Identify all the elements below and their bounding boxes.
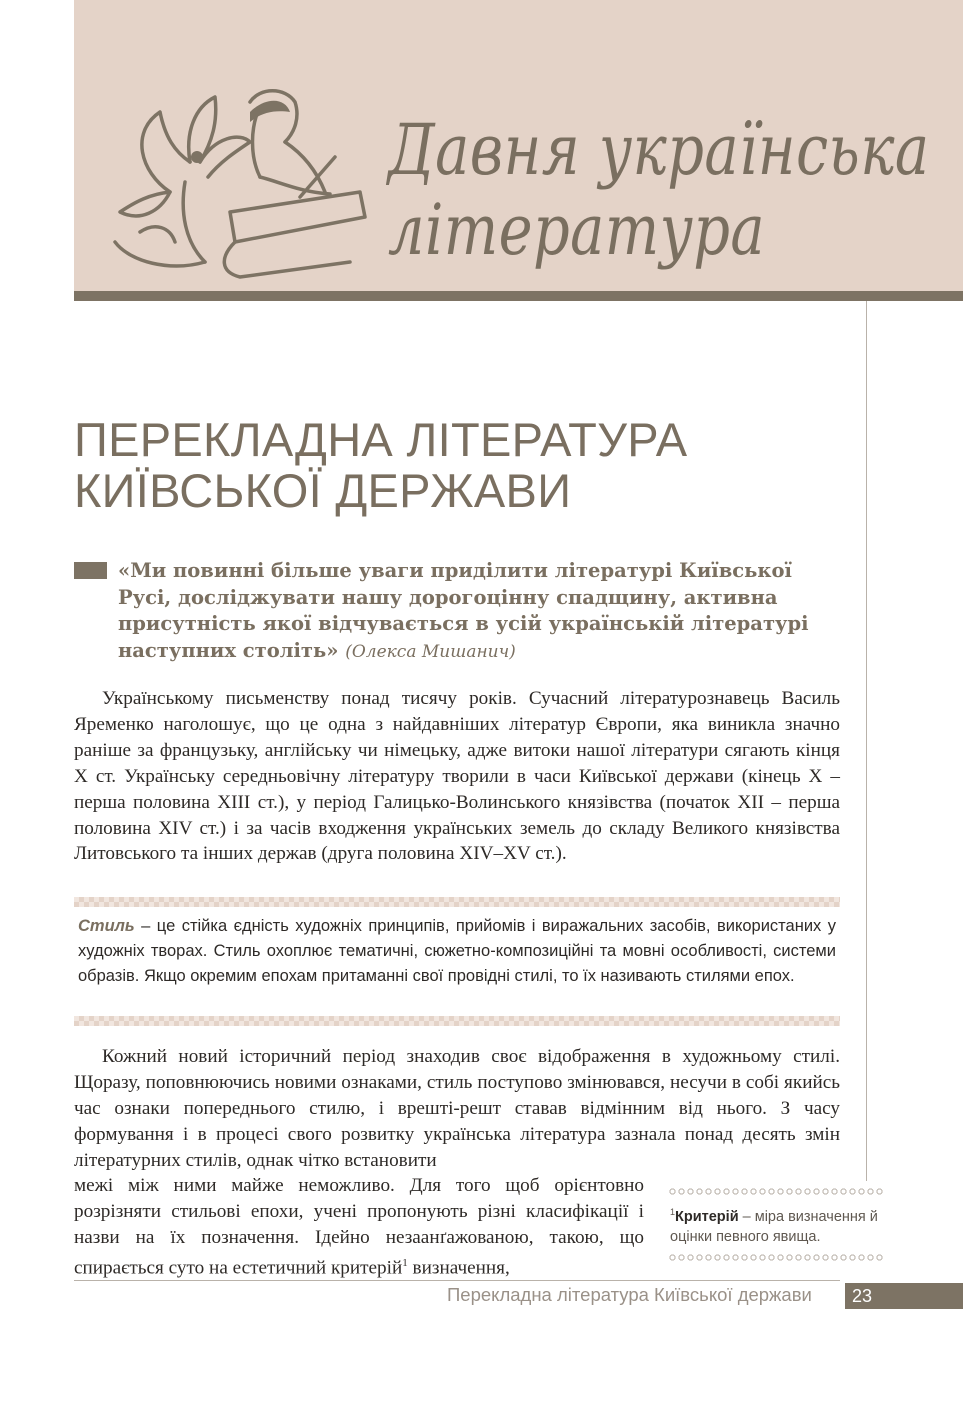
epigraph-text: «Ми повинні більше уваги приділити літературі Київської Русі, досліджувати нашу дорогоцінну спадщину, активна присутність якої відчувається в усій українській літературі наступних століть»: [118, 559, 809, 662]
section-title: [388, 110, 930, 270]
epigraph-marker: [74, 562, 107, 579]
footnote-border-bottom: [668, 1253, 883, 1262]
definition-box: [78, 914, 836, 989]
paragraph-text: Українському письменству понад тисячу років. Сучасний літературознавець Василь Яременко наголошує, що це одна з найдавніших літератур Європи, яка виникла значно раніше за французьку, англійську чи німецьку, адже витоки нашої літератури сягають кінця X ст. Українську середньовічну літературу творили в часи Київської держави (кінець X – перша половина XIII ст.), у період Галицько-Волинського князівства (початок XII – перша половина XIV ст.) і за часів входження українських земель до складу Великого князівства Литовського та інших держав (друга половина XIV–XV ст.).: [74, 688, 840, 865]
definition-text: – це стійка єдність художніх принципів, прийомів і виражальних засобів, використаних у художніх творах. Стиль охоплює тематичні, сюжетно-композиційні та мовні особливості, системи образів. Якщо окремим епохам притаманні свої провідні стилі, то їх називають стилями епох.: [78, 917, 836, 985]
chapter-title-line2: КИЇВСЬКОЇ ДЕРЖАВИ: [74, 464, 572, 517]
body-paragraph-1: [74, 686, 840, 867]
running-title: Перекладна література Київської держави: [447, 1284, 812, 1305]
definition-term: Стиль: [78, 917, 135, 935]
definition-border-bottom: [74, 1016, 840, 1026]
paragraph-text: межі між ними майже неможливо. Для того щоб орієнтовно розрізняти стильові епохи, учені пропонують різні класифікації і назви на їх позначення. Ідейно незаанґажованою, такою, що спирається суто на естетичний критерій: [74, 1175, 644, 1279]
footnote-number: 1: [670, 1207, 676, 1217]
footnote-border-top: [668, 1187, 883, 1196]
footnote-definition: – міра визначення й оцінки певного явища.: [670, 1208, 878, 1245]
footnote-text: [668, 1196, 883, 1253]
page-number: 23: [845, 1283, 963, 1309]
chapter-title: [74, 414, 687, 516]
footnote-term: Критерій: [675, 1208, 739, 1225]
definition-border-top: [74, 897, 840, 907]
chapter-title-line1: ПЕРЕКЛАДНА ЛІТЕРАТУРА: [74, 413, 688, 466]
section-title-line2: література: [388, 189, 766, 271]
footnote-box: [668, 1187, 883, 1262]
paragraph-text: визначення,: [407, 1257, 510, 1279]
epigraph-author: (Олекса Мишанич): [345, 641, 516, 662]
footnote-reference[interactable]: 1: [402, 1256, 408, 1269]
epigraph: [118, 558, 848, 665]
margin-rule: [866, 301, 867, 1181]
section-title-line1: Давня українська: [388, 109, 930, 191]
banner-divider: [74, 291, 963, 301]
body-paragraph-2-continued: [74, 1173, 644, 1281]
footer-rule: [74, 1280, 840, 1281]
monk-scribe-ornament-icon: [100, 82, 375, 282]
body-paragraph-2: [74, 1044, 840, 1174]
paragraph-text: Кожний новий історичний період знаходив своє відображення в художньому стилі. Щоразу, поповнюючись новими ознаками, стиль поступово змінювався, несучи в собі якийсь час ознаки попереднього стилю, і врешті-решт ставав відмінним від нього. З часу формування і в процесі свого розвитку українська література зазнала понад десять змін літературних стилів, однак чітко встановити: [74, 1046, 840, 1171]
